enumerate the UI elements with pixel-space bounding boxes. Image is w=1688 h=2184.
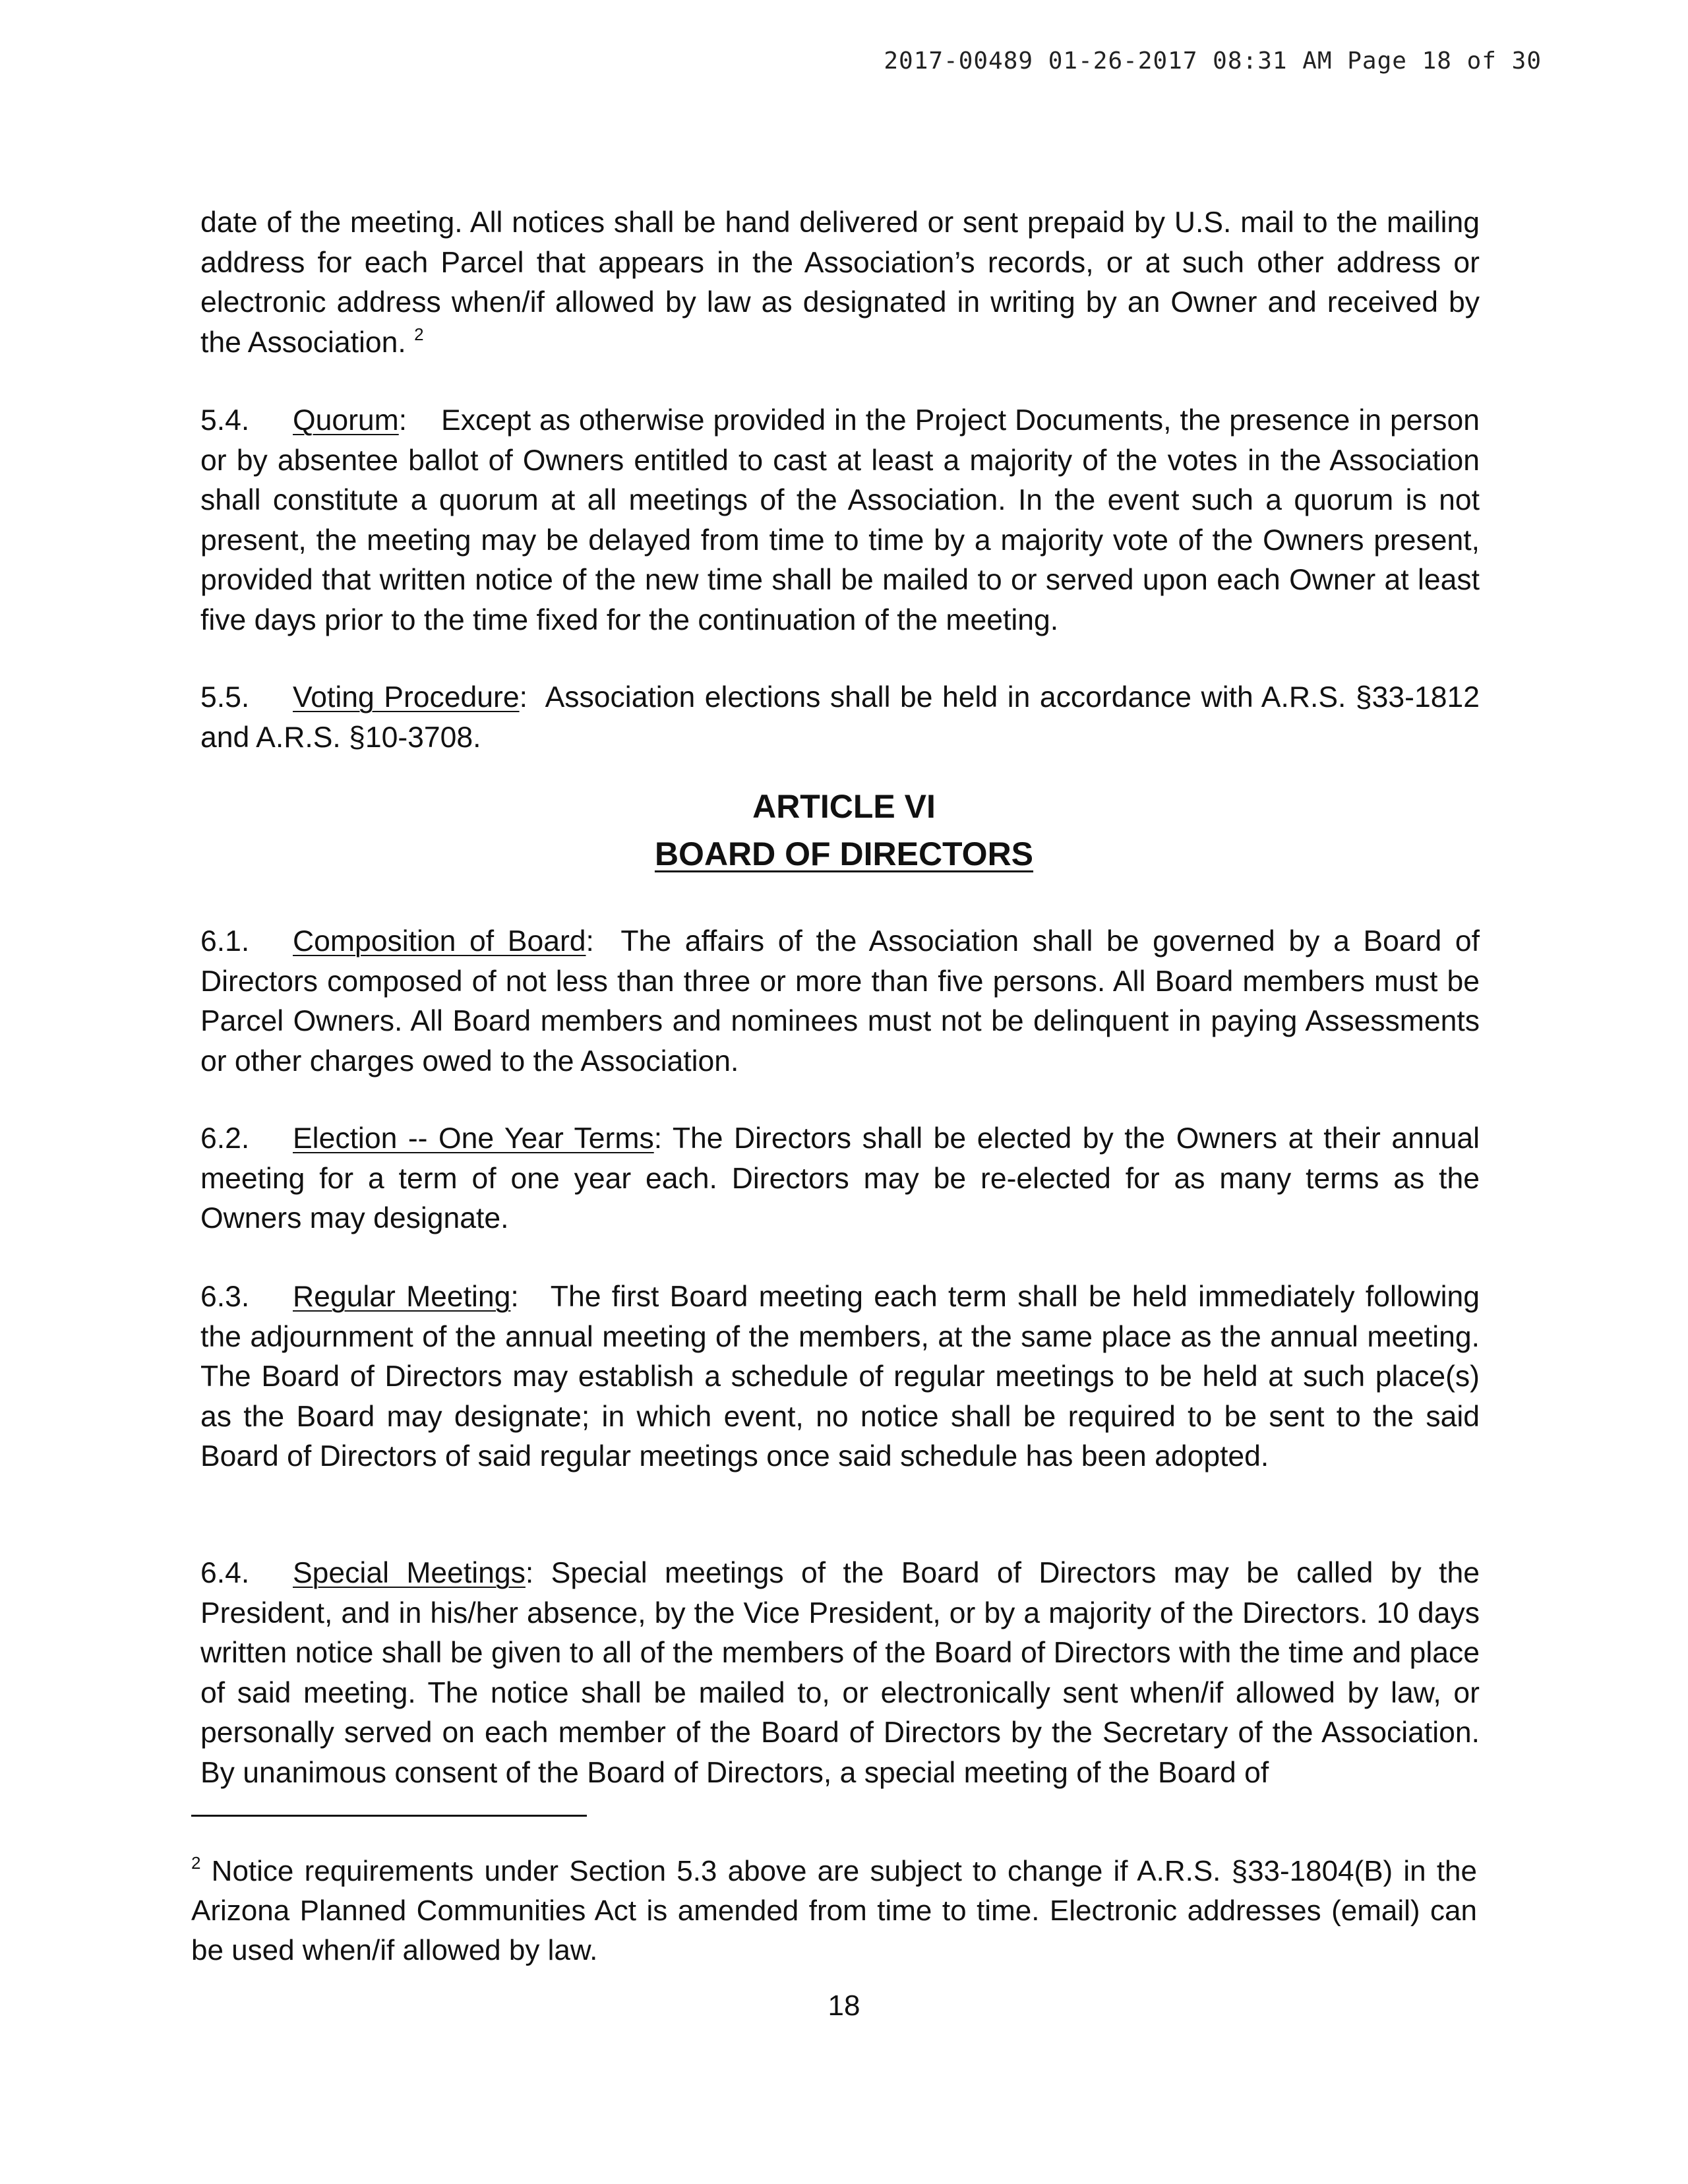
section-number: 5.5. (200, 681, 250, 713)
continuation-paragraph (200, 203, 1480, 363)
article-number: ARTICLE VI (752, 788, 936, 825)
footnote-text: Notice requirements under Section 5.3 above are subject to change if A.R.S. §33-1804(B) in the Arizona Planned Communities Act is amended from time to time. Electronic addresses (email) can be used when/if allowed by law. (191, 1855, 1477, 1966)
footnote-marker: 2 (191, 1853, 201, 1873)
section-6-1: 6.1. Composition of Board: The affairs of the Association shall be governed by a Board of Directors composed of not less than three or more than five persons. All Board members must be Parcel Owners. All Board members and nominees must not be delinquent in paying Assessments or other charges owed to the Association. (200, 922, 1480, 1081)
footnote (191, 1852, 1477, 1970)
section-5-5: 5.5. Voting Procedure: Association elections shall be held in accordance with A.R.S. §33-1812 and A.R.S. §10-3708. (200, 678, 1480, 758)
section-text: Except as otherwise provided in the Project Documents, the presence in person or by absentee ballot of Owners entitled to cast at least a majority of the votes in the Association shall constitute a quorum at all meetings of the Association. In the event such a quorum is not present, the meeting may be delayed from time to time by a majority vote of the Owners present, provided that written notice of the new time shall be mailed to or served upon each Owner at least five days prior to the time fixed for the continuation of the meeting. (200, 404, 1480, 636)
section-number: 6.3. (200, 1281, 250, 1313)
section-6-2: 6.2. Election -- One Year Terms: The Directors shall be elected by the Owners at their annual meeting for a term of one year each. Directors may be re-elected for as many terms as the Owners may designate. (200, 1119, 1480, 1239)
continuation-text: date of the meeting. All notices shall be hand delivered or sent prepaid by U.S. mail to the mailing address for each Parcel that appears in the Association’s records, or at such other address or electronic address when/if allowed by law as designated in writing by an Owner and received by the Association. (200, 206, 1480, 359)
footnote-divider (191, 1815, 587, 1817)
section-number: 6.4. (200, 1557, 250, 1589)
recording-stamp: 2017-00489 01-26-2017 08:31 AM Page 18 of 30 (884, 47, 1542, 75)
footnote-reference: 2 (414, 324, 424, 344)
section-title: Special Meetings (293, 1557, 526, 1589)
section-title: Election -- One Year Terms (293, 1122, 654, 1155)
section-text: Special meetings of the Board of Directors may be called by the President, and in his/her absence, by the Vice President, or by a majority of the Directors. 10 days written notice shall be given to all of the members of the Board of Directors with the time and place of said meeting. The notice shall be mailed to, or electronically sent when/if allowed by law, or personally served on each member of the Board of Directors by the Secretary of the Association. By unanimous consent of the Board of Directors, a special meeting of the Board of (200, 1557, 1480, 1789)
section-title: Voting Procedure (293, 681, 520, 713)
section-number: 6.2. (200, 1122, 250, 1155)
section-title: Regular Meeting (293, 1281, 511, 1313)
section-number: 6.1. (200, 925, 250, 957)
section-6-4: 6.4. Special Meetings: Special meetings of the Board of Directors may be called by the President, and in his/her absence, by the Vice President, or by a majority of the Directors. 10 days written notice shall be given to all of the members of the Board of Directors with the time and place of said meeting. The notice shall be mailed to, or electronically sent when/if allowed by law, or personally served on each member of the Board of Directors by the Secretary of the Association. By unanimous consent of the Board of Directors, a special meeting of the Board of (200, 1554, 1480, 1793)
section-text: The affairs of the Association shall be governed by a Board of Directors composed of not less than three or more than five persons. All Board members must be Parcel Owners. All Board members and nominees must not be delinquent in paying Assessments or other charges owed to the Association. (200, 925, 1480, 1077)
section-number: 5.4. (200, 404, 250, 437)
section-5-4: 5.4. Quorum: Except as otherwise provided in the Project Documents, the presence in person or by absentee ballot of Owners entitled to cast at least a majority of the votes in the Association shall constitute a quorum at all meetings of the Association. In the event such a quorum is not present, the meeting may be delayed from time to time by a majority vote of the Owners present, provided that written notice of the new time shall be mailed to or served upon each Owner at least five days prior to the time fixed for the continuation of the meeting. (200, 401, 1480, 640)
section-6-3: 6.3. Regular Meeting: The first Board meeting each term shall be held immediately following the adjournment of the annual meeting of the members, at the same place as the annual meeting. The Board of Directors may establish a schedule of regular meetings to be held at such place(s) as the Board may designate; in which event, no notice shall be required to be sent to the said Board of Directors of said regular meetings once said schedule has been adopted. (200, 1277, 1480, 1477)
section-text: Association elections shall be held in accordance with A.R.S. §33-1812 and A.R.S. §10-3708. (200, 681, 1480, 754)
section-text: The Directors shall be elected by the Owners at their annual meeting for a term of one year each. Directors may be re-elected for as many terms as the Owners may designate. (200, 1122, 1480, 1234)
page-number: 18 (828, 1989, 860, 2022)
article-name: BOARD OF DIRECTORS (654, 835, 1034, 872)
section-text: The first Board meeting each term shall be held immediately following the adjournment of the annual meeting of the members, at the same place as the annual meeting. The Board of Directors may establish a schedule of regular meetings to be held at such place(s) as the Board may designate; in which event, no notice shall be required to be sent to the said Board of Directors of said regular meetings once said schedule has been adopted. (200, 1281, 1480, 1472)
section-title: Composition of Board (293, 925, 586, 957)
section-title: Quorum (293, 404, 399, 437)
